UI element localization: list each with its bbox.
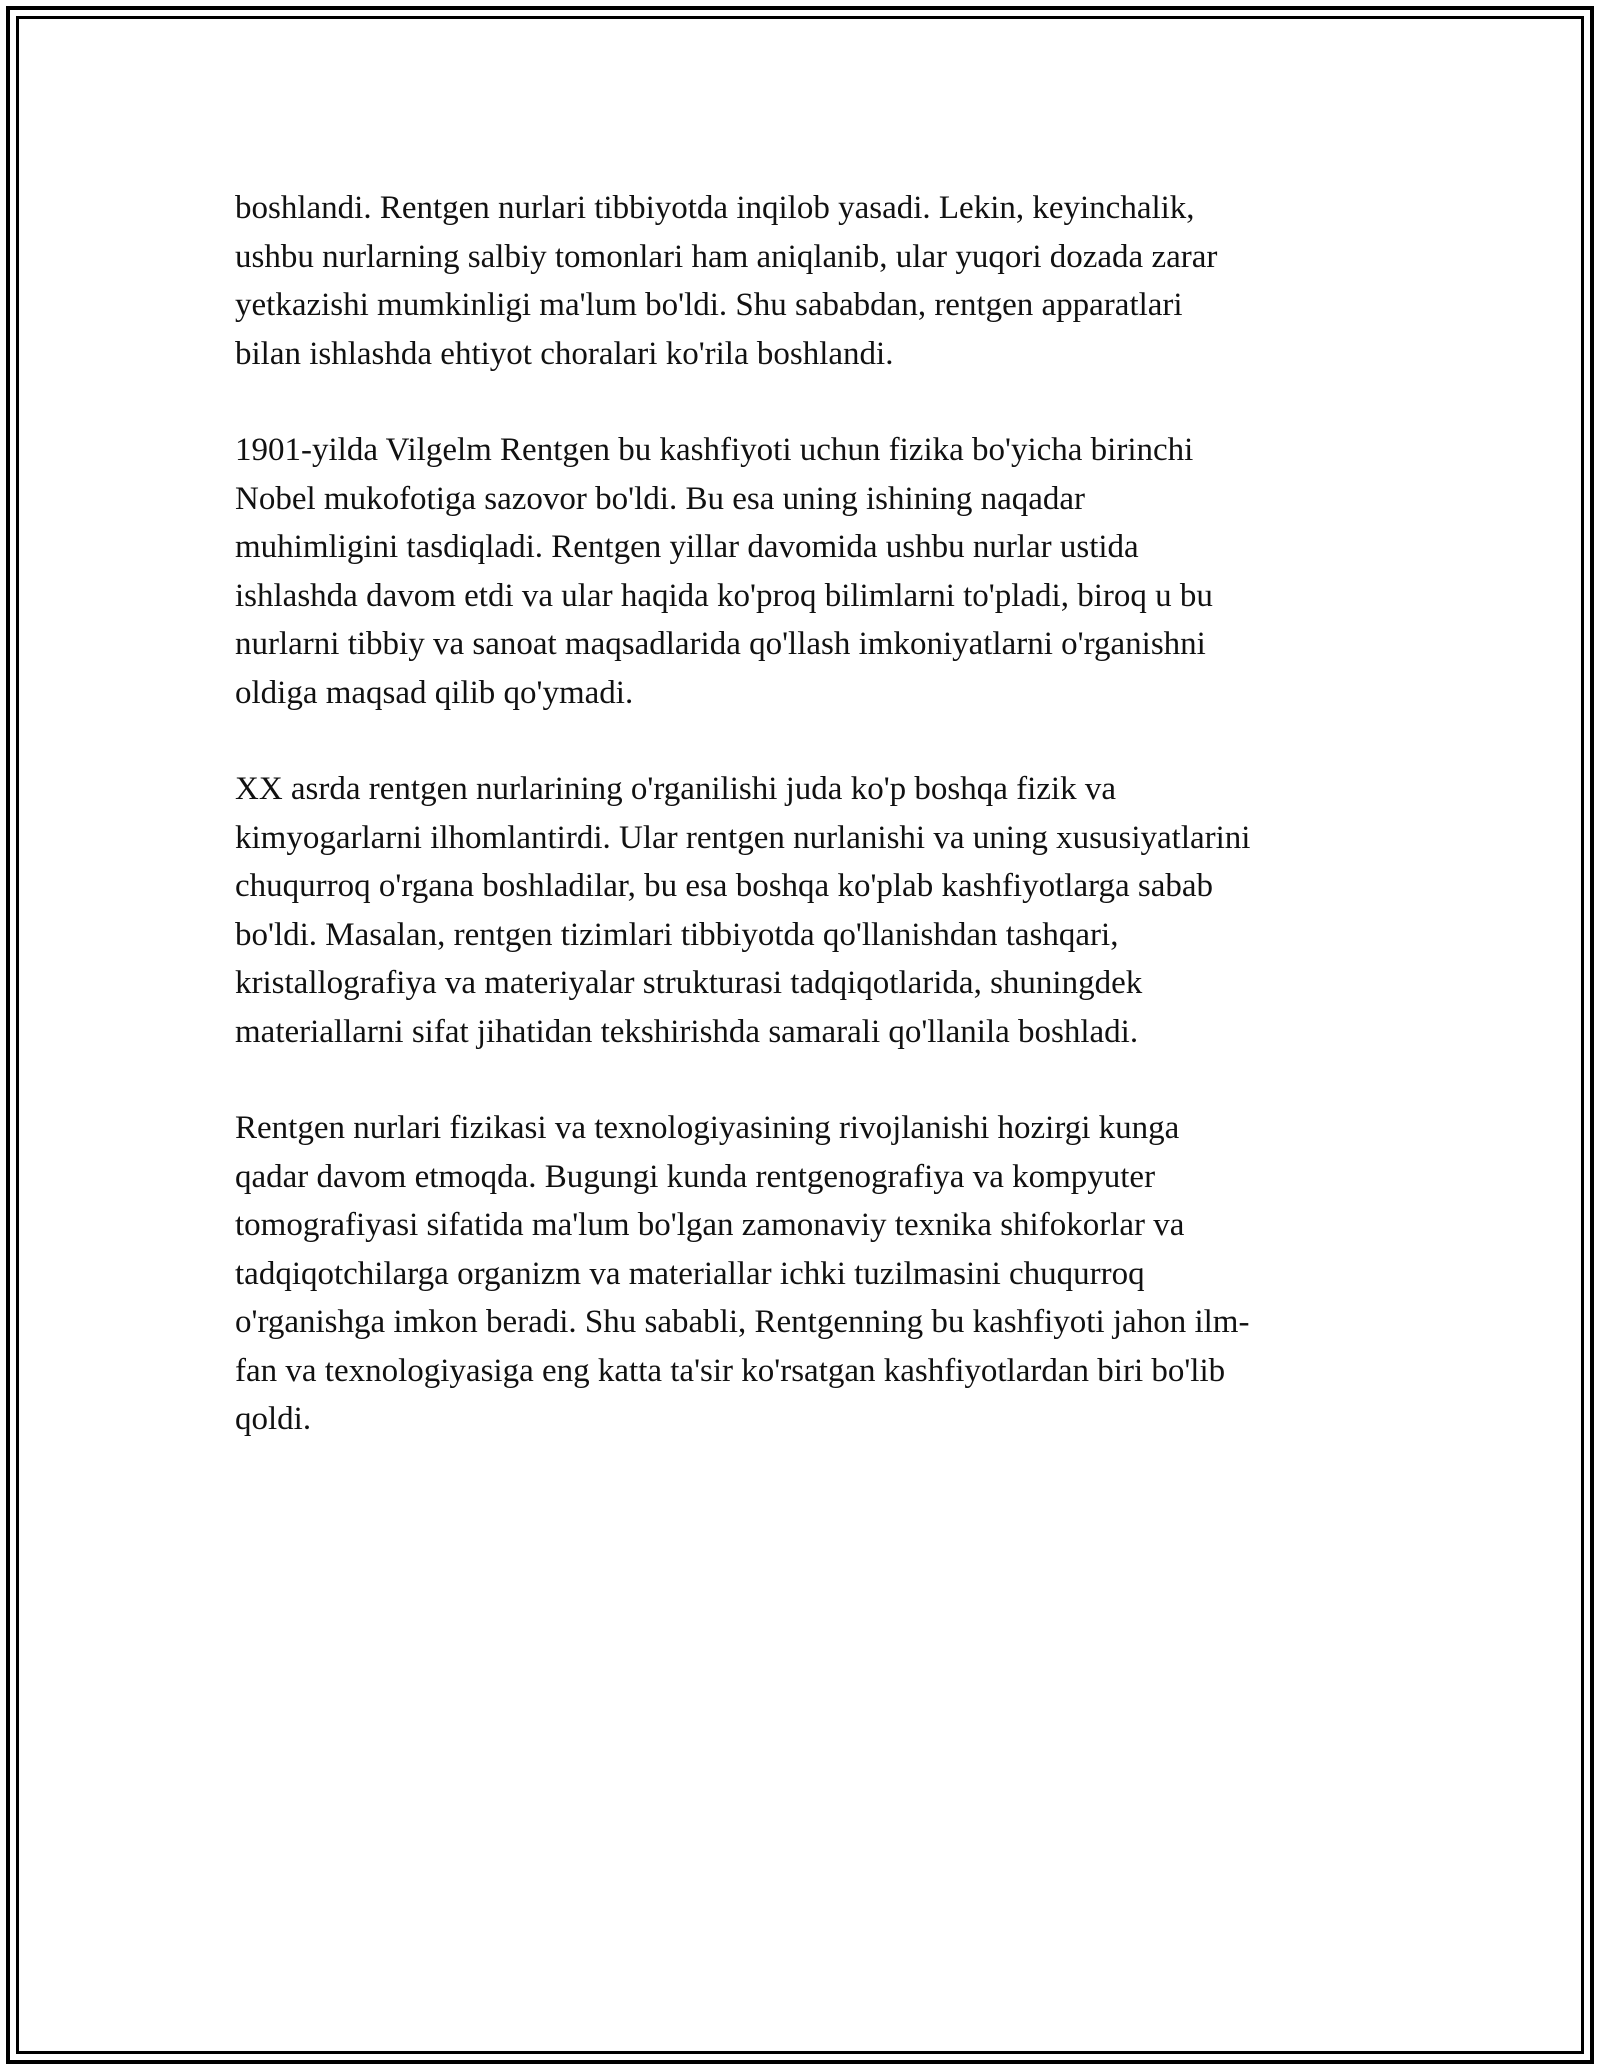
paragraph-2: 1901-yilda Vilgelm Rentgen bu kashfiyoti uchun fizika bo'yicha birinchi Nobel mukofotiga sazovor bo'ldi. Bu esa uning ishining naqadar muhimligini tasdiqladi. Rentgen yillar davomida ushbu nurlar ustida ishlashda davom etdi va ular haqida ko'proq bilimlarni to'pladi, biroq u bu nurlarni tibbiy va sanoat maqsadlarida qo'llash imkoniyatlarni o'rganishni oldiga maqsad qilib qo'ymadi. bbox=[235, 432, 1213, 711]
paragraph-4: Rentgen nurlari fizikasi va texnologiyasining rivojlanishi hozirgi kunga qadar davom etmoqda. Bugungi kunda rentgenografiya va kompyuter tomografiyasi sifatida ma'lum bo'lgan zamonaviy texnika shifokorlar va tadqiqotchilarga organizm va materiallar ichki tuzilmasini chuqurroq o'rganishga imkon beradi. Shu sababli, Rentgenning bu kashfiyoti jahon ilm- fan va texnologiyasiga eng katta ta'sir ko'rsatgan kashfiyotlardan biri bo'lib qoldi. bbox=[235, 1110, 1250, 1437]
paragraph-3: XX asrda rentgen nurlarining o'rganilishi juda ko'p boshqa fizik va kimyogarlarni ilhomlantirdi. Ular rentgen nurlanishi va uning xususiyatlarini chuqurroq o'rgana boshladilar, bu esa boshqa ko'plab kashfiyotlarga sabab bo'ldi. Masalan, rentgen tizimlari tibbiyotda qo'llanishdan tashqari, kristallografiya va materiyalar strukturasi tadqiqotlarida, shuningdek materiallarni sifat jihatidan tekshirishda samarali qo'llanila boshladi. bbox=[235, 771, 1251, 1050]
paragraph-1: boshlandi. Rentgen nurlari tibbiyotda inqilob yasadi. Lekin, keyinchalik, ushbu nurlarning salbiy tomonlari ham aniqlanib, ular yuqori dozada zarar yetkazishi mumkinligi ma'lum bo'ldi. Shu sababdan, rentgen apparatlari bilan ishlashda ehtiyot choralari ko'rila boshlandi. bbox=[235, 190, 1218, 372]
document-body bbox=[235, 184, 1365, 1492]
